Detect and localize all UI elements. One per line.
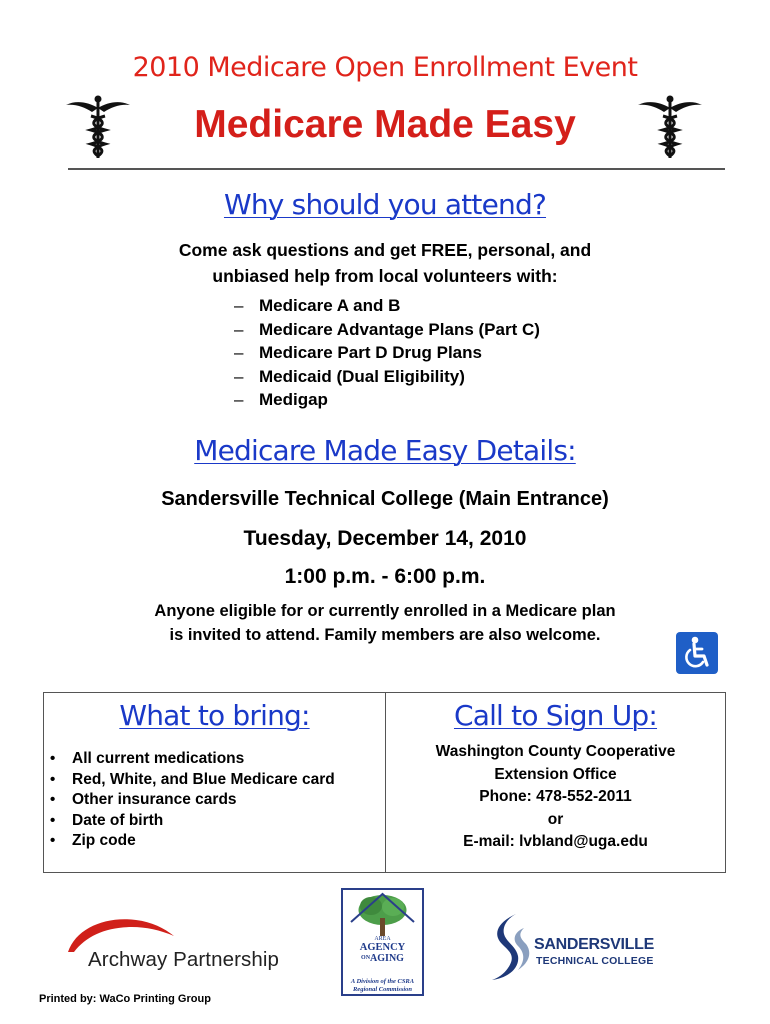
bullet-icon: •	[50, 832, 56, 849]
bring-item-label: Other insurance cards	[72, 791, 237, 808]
list-item	[50, 790, 335, 811]
aging-logo-division: A Division of the CSRA	[350, 978, 415, 985]
aging-logo-agency: AGENCY	[359, 942, 406, 953]
sandersville-technical-college-logo	[486, 912, 656, 982]
topic-label: Medicare Advantage Plans (Part C)	[259, 319, 540, 339]
aging-logo-aging-word: AGING	[370, 953, 404, 964]
bring-item-label: All current medications	[72, 750, 245, 767]
stc-swoosh-icon	[486, 912, 534, 982]
topics-list	[234, 294, 540, 412]
bring-item-label: Red, White, and Blue Medicare card	[72, 770, 335, 788]
area-agency-on-aging-logo	[341, 888, 424, 996]
what-to-bring-heading: What to bring:	[119, 699, 310, 732]
dash-bullet: –	[234, 366, 244, 386]
why-attend-heading: Why should you attend?	[223, 188, 547, 221]
dash-bullet: –	[234, 343, 244, 362]
list-item	[50, 831, 335, 852]
bring-item-label: Date of birth	[72, 811, 164, 829]
bullet-icon: •	[50, 770, 56, 788]
dash-bullet: –	[234, 296, 244, 315]
bullet-icon: •	[50, 791, 56, 808]
org-name-line: Washington County Cooperative	[435, 743, 676, 760]
stc-logo-subtitle: TECHNICAL COLLEGE	[536, 955, 654, 967]
event-time: 1:00 p.m. - 6:00 p.m.	[284, 565, 486, 588]
dash-bullet: –	[234, 319, 244, 339]
topic-label: Medicare Part D Drug Plans	[259, 343, 482, 362]
list-item	[234, 341, 540, 365]
event-date: Tuesday, December 14, 2010	[243, 527, 527, 550]
intro-line: unbiased help from local volunteers with:	[212, 266, 558, 286]
intro-line: Come ask questions and get FREE, personal, and	[178, 240, 592, 260]
list-item	[234, 388, 540, 412]
details-heading: Medicare Made Easy Details:	[194, 434, 576, 467]
aging-logo-area: AREA	[374, 936, 391, 942]
wheelchair-accessible-icon	[676, 632, 718, 674]
aging-logo-on: ON	[361, 955, 371, 961]
main-title: Medicare Made Easy	[194, 103, 576, 146]
event-title: 2010 Medicare Open Enrollment Event	[132, 52, 638, 83]
stc-logo-name: SANDERSVILLE	[534, 936, 654, 953]
event-venue: Sandersville Technical College (Main Entrance)	[161, 488, 609, 510]
archway-partnership-logo	[66, 914, 306, 976]
aging-logo-commission: Regional Commission	[352, 986, 413, 993]
eligibility-line: Anyone eligible for or currently enrolled in a Medicare plan	[154, 602, 616, 620]
bring-item-label: Zip code	[72, 832, 136, 849]
bullet-icon: •	[50, 811, 56, 829]
topic-label: Medigap	[259, 390, 328, 409]
printed-by-credit: Printed by: WaCo Printing Group	[39, 993, 211, 1005]
archway-logo-text: Archway Partnership	[88, 948, 280, 971]
eligibility-line: is invited to attend. Family members are also welcome.	[169, 626, 601, 644]
sign-up-box	[385, 692, 726, 873]
org-name-line: Extension Office	[494, 765, 617, 783]
topic-label: Medicare A and B	[259, 296, 401, 315]
header-divider	[68, 168, 725, 170]
list-item	[50, 811, 335, 832]
tree-icon	[343, 892, 422, 938]
what-to-bring-box	[43, 692, 386, 873]
list-item	[50, 770, 335, 791]
list-item	[234, 294, 540, 318]
email-address: E-mail: lvbland@uga.edu	[463, 833, 648, 850]
intro-text	[0, 237, 770, 289]
list-item	[50, 749, 335, 770]
bring-list	[50, 749, 335, 852]
dash-bullet: –	[234, 390, 244, 409]
phone-number: Phone: 478-552-2011	[479, 788, 632, 805]
list-item	[234, 318, 540, 342]
sign-up-heading: Call to Sign Up:	[453, 699, 658, 732]
bullet-icon: •	[50, 750, 56, 767]
eligibility-text	[0, 599, 770, 647]
list-item	[234, 365, 540, 389]
topic-label: Medicaid (Dual Eligibility)	[259, 366, 465, 386]
aging-logo-aging	[343, 953, 422, 964]
or-separator: or	[547, 810, 564, 828]
sign-up-contact	[386, 741, 725, 854]
